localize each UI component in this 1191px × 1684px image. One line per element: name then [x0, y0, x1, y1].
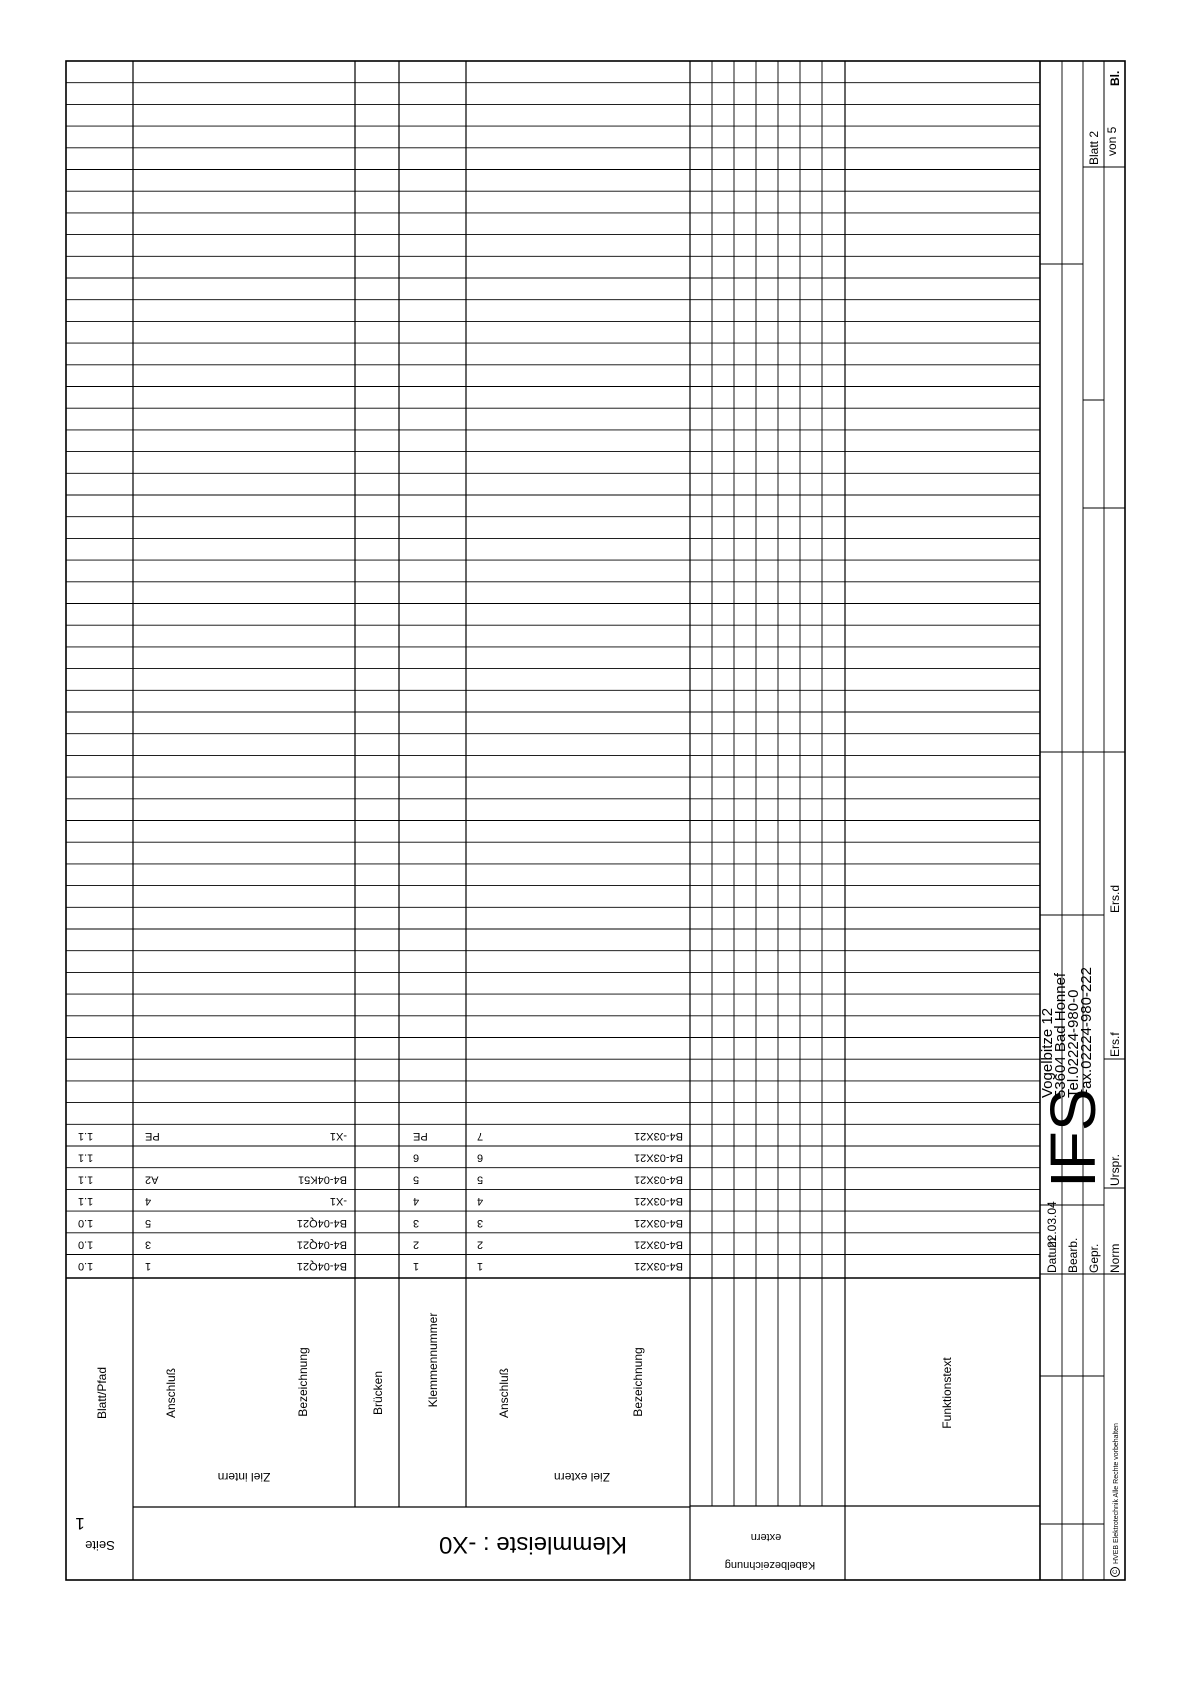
anschluss-intern-cell: 5: [145, 1216, 152, 1229]
terminal-row: [78, 1217, 683, 1229]
anschluss-extern-cell: 5: [477, 1173, 484, 1186]
address-line3: Tel.02224-980-0: [1065, 989, 1082, 1098]
anschluss-intern-header: Anschluß: [164, 1367, 178, 1419]
row-grid: [66, 83, 1040, 1255]
bezeichnung-intern-header: Bezeichnung: [296, 1347, 310, 1417]
von-label: von 5: [1105, 126, 1119, 156]
norm-label: Norm: [1108, 1243, 1122, 1273]
anschluss-intern-cell: PE: [145, 1130, 160, 1142]
terminal-row: [78, 1260, 683, 1272]
anschluss-intern-cell: 4: [145, 1195, 152, 1208]
ers-d-label: Ers.d: [1108, 884, 1122, 913]
bezeichnung-intern-cell: B4-04Q21: [296, 1216, 347, 1229]
anschluss-intern-cell: 3: [145, 1238, 152, 1251]
kabel-extern-label: extern: [750, 1531, 782, 1543]
blatt-label: Blatt 2: [1087, 130, 1101, 165]
klemmennummer-cell: 3: [413, 1216, 420, 1229]
terminal-row: [78, 1152, 683, 1164]
address-line1: Vogelbitze 12: [1039, 1007, 1056, 1098]
sheet-title: Klemmleiste : -X0: [438, 1531, 628, 1558]
address-line2: 53604 Bad Honnef: [1052, 972, 1069, 1098]
bezeichnung-extern-cell: B4-03X21: [634, 1238, 683, 1251]
anschluss-intern-cell: 1: [145, 1260, 152, 1273]
bezeichnung-intern-cell: B4-04K51: [298, 1173, 347, 1186]
anschluss-extern-cell: 6: [477, 1151, 484, 1164]
blatt-pfad-cell: 1.0: [78, 1260, 94, 1273]
klemmennummer-cell: 4: [413, 1195, 420, 1208]
blatt-pfad-cell: 1.0: [78, 1216, 94, 1229]
seite-label: Seite: [85, 1538, 115, 1553]
anschluss-intern-cell: A2: [145, 1173, 159, 1186]
bezeichnung-intern-cell: -X1: [329, 1130, 347, 1142]
blatt-pfad-cell: 1.1: [78, 1151, 94, 1164]
copyright-symbol: C: [1113, 1569, 1119, 1574]
bezeichnung-extern-cell: B4-03X21: [634, 1173, 683, 1186]
datum-label: Datum: [1045, 1237, 1059, 1273]
copyright-icon: [1111, 1568, 1120, 1577]
bezeichnung-intern-cell: -X1: [329, 1195, 347, 1208]
bezeichnung-intern-cell: B4-04Q21: [296, 1238, 347, 1251]
klemmennummer-cell: 5: [413, 1173, 420, 1186]
bearb-label: Bearb.: [1066, 1237, 1080, 1273]
company-logo: IFS: [1037, 1088, 1109, 1188]
funktionstext-header: Funktionstext: [940, 1357, 954, 1429]
bezeichnung-extern-header: Bezeichnung: [631, 1347, 645, 1417]
datum-value: 22.03.04: [1045, 1201, 1059, 1248]
klemmennummer-cell: 6: [413, 1151, 420, 1164]
gepr-label: Gepr.: [1087, 1243, 1101, 1273]
anschluss-extern-header: Anschluß: [497, 1367, 511, 1419]
blatt-pfad-cell: 1.1: [78, 1173, 94, 1186]
blatt-pfad-header: Blatt/Pfad: [95, 1366, 109, 1420]
bezeichnung-extern-cell: B4-03X21: [634, 1260, 683, 1273]
ers-f-label: Ers.f: [1108, 1032, 1122, 1057]
address-line4: Fax.02224-980-222: [1078, 967, 1095, 1098]
bezeichnung-extern-cell: B4-03X21: [634, 1151, 683, 1164]
title-block: [1040, 61, 1125, 1580]
klemmennummer-header: Klemmennummer: [426, 1312, 440, 1408]
klemmennummer-cell: PE: [413, 1130, 428, 1142]
terminal-row: [78, 1195, 683, 1207]
seite-number: 1: [75, 1514, 85, 1533]
terminal-row: [78, 1130, 683, 1142]
blatt-pfad-cell: 1.1: [78, 1130, 94, 1142]
anschluss-extern-cell: 7: [477, 1130, 484, 1142]
bezeichnung-extern-cell: B4-03X21: [634, 1216, 683, 1229]
anschluss-extern-cell: 4: [477, 1195, 484, 1208]
klemmennummer-cell: 1: [413, 1260, 420, 1273]
terminal-row: [78, 1173, 683, 1185]
bl-label: Bl.: [1108, 70, 1122, 86]
kabelbezeichnung-label: Kabelbezeichnung: [724, 1559, 816, 1571]
ziel-extern-header: Ziel extern: [553, 1470, 611, 1484]
bezeichnung-extern-cell: B4-03X21: [634, 1130, 683, 1142]
blatt-pfad-cell: 1.0: [78, 1238, 94, 1251]
anschluss-extern-cell: 1: [477, 1260, 484, 1273]
copyright-text: HVEB Elektrotechnik Alle Rechte vorbehalten: [1113, 1423, 1120, 1564]
bruecken-header: Brücken: [371, 1370, 385, 1416]
bezeichnung-intern-cell: B4-04Q21: [296, 1260, 347, 1273]
urspr-label: Urspr.: [1108, 1153, 1122, 1186]
ziel-intern-header: Ziel intern: [217, 1470, 271, 1484]
anschluss-extern-cell: 2: [477, 1238, 484, 1251]
bezeichnung-extern-cell: B4-03X21: [634, 1195, 683, 1208]
terminal-rows: [78, 1130, 683, 1272]
terminal-row: [78, 1239, 683, 1251]
anschluss-extern-cell: 3: [477, 1216, 484, 1229]
klemmennummer-cell: 2: [413, 1238, 420, 1251]
blatt-pfad-cell: 1.1: [78, 1195, 94, 1208]
